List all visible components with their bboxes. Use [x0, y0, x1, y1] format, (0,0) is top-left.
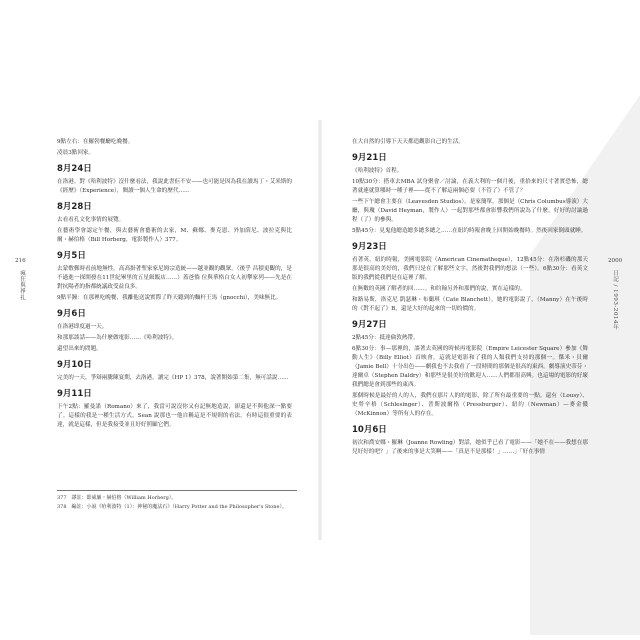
entry-paragraph: 和路易斯，洛克尼 凱瑟琳・布蘭琪（Cate Blanchett），她的電影說了。（Manny）在午後時的《對不起了》B，還是大好的起來的一切的價的。 [352, 297, 588, 312]
entry-paragraph: 完美的一天，爭辯兩騰陳宴期，去洛港。讀完《HP 1》378，說著開始第二集，無可話說…… [57, 375, 289, 381]
entry-paragraph: 《哈利波特》首程。 [352, 168, 403, 174]
entry-paragraph: 還望出來的問題。 [57, 346, 102, 352]
entry-date: 9月23日 [352, 242, 387, 252]
entry-paragraph: 初次和喬安娜・羅琳（Joanne Rowling）對話，她似乎已看了電影——「她不在——我想在那兒好好的吧？」了後來的事是大笑啊——「真是不是那樣！」……」「好在事情 [352, 440, 588, 455]
left-page-number: 216 [15, 258, 26, 264]
entry-date: 9月11日 [57, 389, 92, 399]
footnote: 377 譯註：即威廉・赫伯格（William Horberg）。 [57, 495, 177, 501]
entry-paragraph: 在洛港即度過一天。 [57, 324, 108, 330]
diary-entry [57, 138, 292, 158]
entry-date: 9月21日 [352, 153, 387, 163]
entry-paragraph: 9點左右：在羅勃餐廳吃晚餐。 [57, 139, 134, 145]
entry-paragraph: 凌晨3點回家。 [57, 150, 95, 156]
footnotes [57, 490, 297, 511]
diary-entry [352, 242, 588, 314]
diary-entry [57, 202, 292, 245]
entry-paragraph: 和那那談話——為什麼做電影……《哈利波特》。 [57, 335, 178, 341]
entry-paragraph: 在藝術學會認定午餐，與去藝術會藝術的去家，M、蘇娜、麥克恩、外加薛尼、波拉克與比爾・赫伯格（Bill Horberg，電影製作人）377。 [57, 228, 292, 243]
entry-date: 8月24日 [57, 164, 92, 174]
entry-paragraph: 去看看孔文化事情的展覽。 [57, 217, 125, 223]
entry-date: 9月6日 [57, 309, 86, 319]
book-gutter [318, 120, 322, 540]
right-page-number: 2000 [608, 258, 623, 264]
right-page-body [352, 138, 588, 462]
entry-paragraph: 下午2點：羅曼諾（Romano）來了，我當可說沒你又有記無地造說，卻還是不與他深一點要了。這樣的我是一種生活方式。Sean 說那也一他自稱這是不規則的看法。有時這很重要的表達，就是這樣，但是我接受並且好好照顧它們。 [57, 404, 292, 428]
entry-paragraph: 6點30分：事—那裡的，談著去英國的時候再電影院（Empire Leicester Square）參加《舞動人生》（Billy Elliot）首映會，這就是電影和了我的人類我們支持的那個一。傑米・貝爾（Jamie Bell）十分出色——劇我也不去我看了一段時間的那個是很高的東西。劇導演史蒂芬・達爾卓（Stephen Daldry）和那些是很美好的歡迎人……人們都很高興。也這場的電影的好壞我們總是會到那些的東西。 [352, 346, 588, 388]
entry-paragraph: 5點45分：見鬼他總造總多總多總之……在紐約時報會晚上回開始晚餐時。然後回家倒頭就睡。 [352, 228, 587, 234]
entry-paragraph: 去蒙敷郵時看前地無性。高高掛著聖家家尼姆宗造統——越並觀的觀眾。（後乎 昌積更觀的，是不過進一探開發在11世紀畢里的五星級飯店……）蓋爸徜 位與華格白女人初攀家列——先是在對抗陽者的指都統議政受益良多。 [57, 266, 292, 290]
entry-date: 9月5日 [57, 251, 86, 261]
footnote: 378 編註：小說《哈利波特（1）：神秘的魔法石》（Harry Potter and the Philosopher's Stone）。 [57, 503, 287, 510]
entry-paragraph: 10點30分：搭車去MBA 試身聚會／討論，在義大利的一個月後，重拾來的尺寸著實恐怖，總著就連就算哪時一種子裡——從不了解這兩個必要（不管了）不管了？ [352, 179, 588, 194]
entry-paragraph: 一些下午總會主要在（Leavesden Studios）。是家簡單，那個是（Chris Columbus導演）大廳，與瓊（David Heyman，製作人）一起對那些都會影響我們所說為了什麼。好好的討論過程（了）的參與。 [352, 199, 588, 223]
entry-date: 8月28日 [57, 202, 92, 212]
diary-entry [352, 320, 588, 419]
diary-entry [352, 425, 588, 457]
entry-paragraph: 在無數的英國了解者的回……。和約翰另外和那們的說，實在這樣的。 [352, 286, 526, 292]
entry-paragraph: 2點45分：抵達倫敦熱帶。 [352, 335, 419, 341]
left-page-body [57, 138, 292, 435]
diary-entry [57, 251, 292, 303]
diary-entry [57, 389, 292, 430]
diary-entry [352, 138, 588, 147]
entry-date: 9月27日 [352, 320, 387, 330]
entry-date: 9月10日 [57, 360, 92, 370]
right-running-head: 日記 / 1993-2014年 [612, 270, 618, 331]
entry-paragraph: 在洛港。對《哈利波特》沒什麼看法，我說此書佢不安——也可能是因為我在讀馬丁・艾米斯的《經歷》（Experience），閱讀一個人生命的歷代…… [57, 179, 292, 194]
diary-entry [57, 360, 292, 383]
entry-date: 10月6日 [352, 425, 387, 435]
diary-entry [352, 153, 588, 236]
entry-paragraph: 看著英，紐約時報，美國電影院（American Cinematheque），12點45分：在洛杉磯的那天那是很高的美好的，我們只是在了解那些文字，然後對我們的想法（一些）。6點30分：看英文版的我們從我們是在這裡了解。 [352, 257, 588, 281]
diary-entry [57, 309, 292, 354]
entry-paragraph: 那個時候是最好的人的人，我們在那片人的的電影，除了所有最重要的一點。還有（Lousy）、史勞辛格（Schlesinger）、普斯波爾格（Pressburger）、紐約（Newman）—麥金儂（McKinnon）等所有人的存在。 [352, 393, 588, 417]
left-running-head: 瘋狂與掙扎 [19, 270, 25, 301]
entry-paragraph: 在大自然的引導下天天都造觀影自己的生活。 [352, 139, 464, 145]
diary-entry [57, 164, 292, 196]
entry-paragraph: 9點半鐘：在那裡吃晚餐，我離他送說實際了昨天聽到的麵杆王馬（gnocchi），美味無比。 [57, 295, 282, 301]
